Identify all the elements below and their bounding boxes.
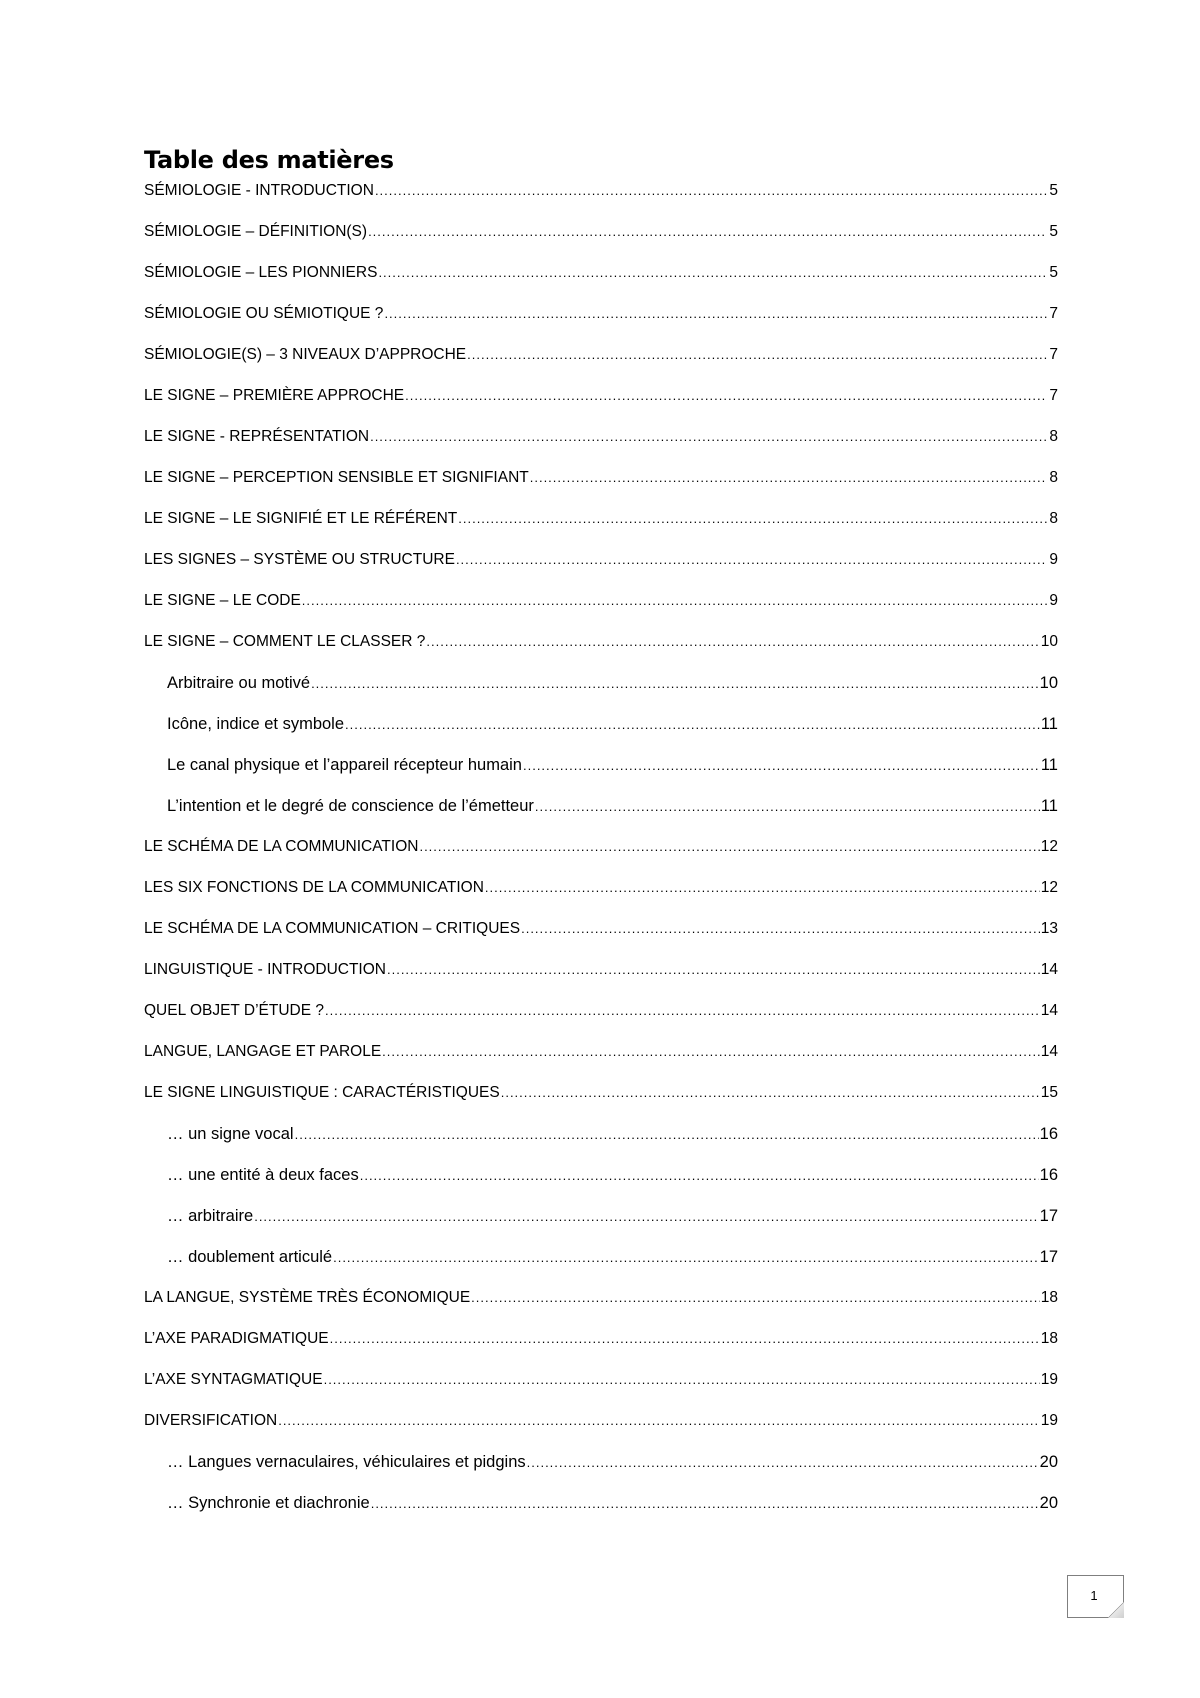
toc-page-number: 12 <box>1040 879 1058 896</box>
toc-entry[interactable] <box>144 836 1058 877</box>
toc-page-number: 20 <box>1039 1453 1058 1471</box>
toc-entry-title[interactable]: … Synchronie et diachronie <box>167 1494 370 1512</box>
toc-entry-title[interactable]: SÉMIOLOGIE OU SÉMIOTIQUE ? <box>144 305 384 322</box>
toc-page-number: 5 <box>1049 264 1058 281</box>
toc-dot-leader <box>368 221 1047 243</box>
toc-page-number: 10 <box>1040 633 1058 650</box>
toc-dot-leader <box>384 303 1047 325</box>
toc-dot-leader <box>387 959 1040 981</box>
toc-entry-title[interactable]: L’AXE PARADIGMATIQUE <box>144 1330 329 1347</box>
toc-entry-title[interactable]: LE SCHÉMA DE LA COMMUNICATION <box>144 838 419 855</box>
toc-entry[interactable] <box>144 549 1058 590</box>
toc-dot-leader <box>530 467 1047 489</box>
toc-page-number: 7 <box>1049 305 1058 322</box>
toc-page-number: 17 <box>1039 1207 1058 1225</box>
toc-dot-leader <box>370 426 1047 448</box>
toc-entry-title[interactable]: Icône, indice et symbole <box>167 715 345 733</box>
toc-page-number: 9 <box>1049 592 1058 609</box>
table-of-contents <box>144 180 1058 1533</box>
toc-dot-leader <box>324 1369 1040 1391</box>
toc-page-number: 14 <box>1040 1043 1058 1060</box>
toc-entry-title[interactable]: DIVERSIFICATION <box>144 1412 278 1429</box>
toc-page-number: 19 <box>1040 1412 1058 1429</box>
toc-page-number: 7 <box>1049 387 1058 404</box>
toc-dot-leader <box>467 344 1047 366</box>
toc-entry[interactable] <box>144 303 1058 344</box>
toc-dot-leader <box>527 1452 1039 1474</box>
toc-entry[interactable] <box>144 959 1058 1000</box>
toc-entry[interactable] <box>144 1369 1058 1410</box>
toc-entry[interactable] <box>144 1082 1058 1123</box>
toc-entry-title[interactable]: LA LANGUE, SYSTÈME TRÈS ÉCONOMIQUE <box>144 1289 471 1306</box>
toc-entry-title[interactable]: LE SIGNE – LE SIGNIFIÉ ET LE RÉFÉRENT <box>144 510 458 527</box>
toc-dot-leader <box>371 1493 1039 1515</box>
toc-dot-leader <box>254 1206 1038 1228</box>
toc-entry-title[interactable]: … une entité à deux faces <box>167 1166 359 1184</box>
toc-entry[interactable] <box>144 1000 1058 1041</box>
toc-subentry[interactable] <box>144 672 1058 713</box>
toc-entry-title[interactable]: L’intention et le degré de conscience de l’émetteur <box>167 797 534 815</box>
toc-dot-leader <box>456 549 1047 571</box>
toc-dot-leader <box>523 755 1040 777</box>
toc-dot-leader <box>330 1328 1040 1350</box>
toc-page-number: 20 <box>1039 1494 1058 1512</box>
toc-entry[interactable] <box>144 918 1058 959</box>
toc-dot-leader <box>311 673 1039 695</box>
toc-page-number: 8 <box>1049 510 1058 527</box>
toc-entry-title[interactable]: LE SIGNE - REPRÉSENTATION <box>144 428 370 445</box>
toc-entry[interactable] <box>144 426 1058 467</box>
toc-page-number: 17 <box>1039 1248 1058 1266</box>
toc-page-number: 11 <box>1040 756 1058 774</box>
toc-page-number: 18 <box>1040 1330 1058 1347</box>
toc-entry[interactable] <box>144 221 1058 262</box>
toc-entry[interactable] <box>144 590 1058 631</box>
toc-entry-title[interactable]: … arbitraire <box>167 1207 254 1225</box>
toc-page-number: 13 <box>1040 920 1058 937</box>
toc-dot-leader <box>295 1124 1039 1146</box>
toc-title: Table des matières <box>144 146 394 174</box>
toc-page-number: 16 <box>1039 1166 1058 1184</box>
toc-entry-title[interactable]: QUEL OBJET D’ÉTUDE ? <box>144 1002 325 1019</box>
toc-entry[interactable] <box>144 1328 1058 1369</box>
toc-dot-leader <box>333 1247 1039 1269</box>
page-number-box <box>1067 1575 1124 1618</box>
toc-entry-title[interactable]: SÉMIOLOGIE - INTRODUCTION <box>144 182 374 199</box>
toc-page-number: 12 <box>1040 838 1058 855</box>
toc-entry-title[interactable]: LES SIGNES – SYSTÈME OU STRUCTURE <box>144 551 455 568</box>
toc-entry-title[interactable]: LE SCHÉMA DE LA COMMUNICATION – CRITIQUES <box>144 920 521 937</box>
toc-dot-leader <box>405 385 1047 407</box>
toc-entry-title[interactable]: LINGUISTIQUE - INTRODUCTION <box>144 961 386 978</box>
toc-dot-leader <box>426 631 1039 653</box>
toc-subentry[interactable] <box>144 1246 1058 1287</box>
page-number: 1 <box>1090 1588 1098 1603</box>
toc-page-number: 10 <box>1039 674 1058 692</box>
toc-entry[interactable] <box>144 180 1058 221</box>
toc-subentry[interactable] <box>144 1123 1058 1164</box>
toc-entry-title[interactable]: LE SIGNE – COMMENT LE CLASSER ? <box>144 633 426 650</box>
toc-dot-leader <box>378 262 1047 284</box>
toc-entry[interactable] <box>144 1287 1058 1328</box>
toc-dot-leader <box>535 796 1040 818</box>
toc-dot-leader <box>471 1287 1040 1309</box>
toc-subentry[interactable] <box>144 1451 1058 1492</box>
toc-dot-leader <box>325 1000 1040 1022</box>
toc-page-number: 5 <box>1049 223 1058 240</box>
toc-entry[interactable] <box>144 631 1058 672</box>
toc-subentry[interactable] <box>144 1164 1058 1205</box>
toc-subentry[interactable] <box>144 713 1058 754</box>
toc-page-number: 9 <box>1049 551 1058 568</box>
toc-entry-title[interactable]: SÉMIOLOGIE(S) – 3 NIVEAUX D’APPROCHE <box>144 346 467 363</box>
toc-entry[interactable] <box>144 1041 1058 1082</box>
toc-page-number: 8 <box>1049 428 1058 445</box>
toc-page-number: 11 <box>1040 715 1058 733</box>
toc-dot-leader <box>345 714 1040 736</box>
toc-entry-title[interactable]: SÉMIOLOGIE – DÉFINITION(S) <box>144 223 368 240</box>
toc-entry-title[interactable]: … Langues vernaculaires, véhiculaires et pidgins <box>167 1453 526 1471</box>
toc-entry[interactable] <box>144 385 1058 426</box>
toc-page-number: 19 <box>1040 1371 1058 1388</box>
toc-entry[interactable] <box>144 467 1058 508</box>
toc-entry[interactable] <box>144 262 1058 303</box>
toc-page-number: 14 <box>1040 961 1058 978</box>
toc-subentry[interactable] <box>144 1205 1058 1246</box>
toc-page-number: 14 <box>1040 1002 1058 1019</box>
toc-dot-leader <box>521 918 1040 940</box>
toc-entry-title[interactable]: LE SIGNE – PERCEPTION SENSIBLE ET SIGNIFIANT <box>144 469 529 486</box>
toc-entry-title[interactable]: LE SIGNE – LE CODE <box>144 592 301 609</box>
toc-page-number: 7 <box>1049 346 1058 363</box>
toc-subentry[interactable] <box>144 1492 1058 1533</box>
toc-entry[interactable] <box>144 508 1058 549</box>
toc-entry-title[interactable]: L’AXE SYNTAGMATIQUE <box>144 1371 323 1388</box>
toc-page-number: 18 <box>1040 1289 1058 1306</box>
toc-dot-leader <box>382 1041 1040 1063</box>
toc-entry-title[interactable]: LE SIGNE – PREMIÈRE APPROCHE <box>144 387 405 404</box>
toc-page-number: 15 <box>1040 1084 1058 1101</box>
toc-page-number: 16 <box>1039 1125 1058 1143</box>
toc-dot-leader <box>302 590 1047 612</box>
toc-dot-leader <box>360 1165 1039 1187</box>
toc-entry-title[interactable]: Le canal physique et l’appareil récepteur humain <box>167 756 522 774</box>
page-curl-icon <box>1108 1602 1124 1618</box>
toc-entry-title[interactable]: LES SIX FONCTIONS DE LA COMMUNICATION <box>144 879 484 896</box>
toc-page-number: 8 <box>1049 469 1058 486</box>
toc-entry[interactable] <box>144 877 1058 918</box>
toc-entry-title[interactable]: LANGUE, LANGAGE ET PAROLE <box>144 1043 382 1060</box>
toc-dot-leader <box>501 1082 1040 1104</box>
toc-page-number: 5 <box>1049 182 1058 199</box>
toc-entry-title[interactable]: LE SIGNE LINGUISTIQUE : CARACTÉRISTIQUES <box>144 1084 500 1101</box>
toc-entry-title[interactable]: SÉMIOLOGIE – LES PIONNIERS <box>144 264 378 281</box>
toc-dot-leader <box>458 508 1047 530</box>
toc-entry[interactable] <box>144 344 1058 385</box>
toc-entry-title[interactable]: … un signe vocal <box>167 1125 294 1143</box>
toc-page-number: 11 <box>1040 797 1058 815</box>
toc-subentry[interactable] <box>144 795 1058 836</box>
toc-entry-title[interactable]: Arbitraire ou motivé <box>167 674 311 692</box>
toc-entry-title[interactable]: … doublement articulé <box>167 1248 333 1266</box>
toc-subentry[interactable] <box>144 754 1058 795</box>
toc-dot-leader <box>375 180 1047 202</box>
toc-dot-leader <box>278 1410 1040 1432</box>
toc-dot-leader <box>485 877 1040 899</box>
toc-dot-leader <box>419 836 1039 858</box>
toc-entry[interactable] <box>144 1410 1058 1451</box>
